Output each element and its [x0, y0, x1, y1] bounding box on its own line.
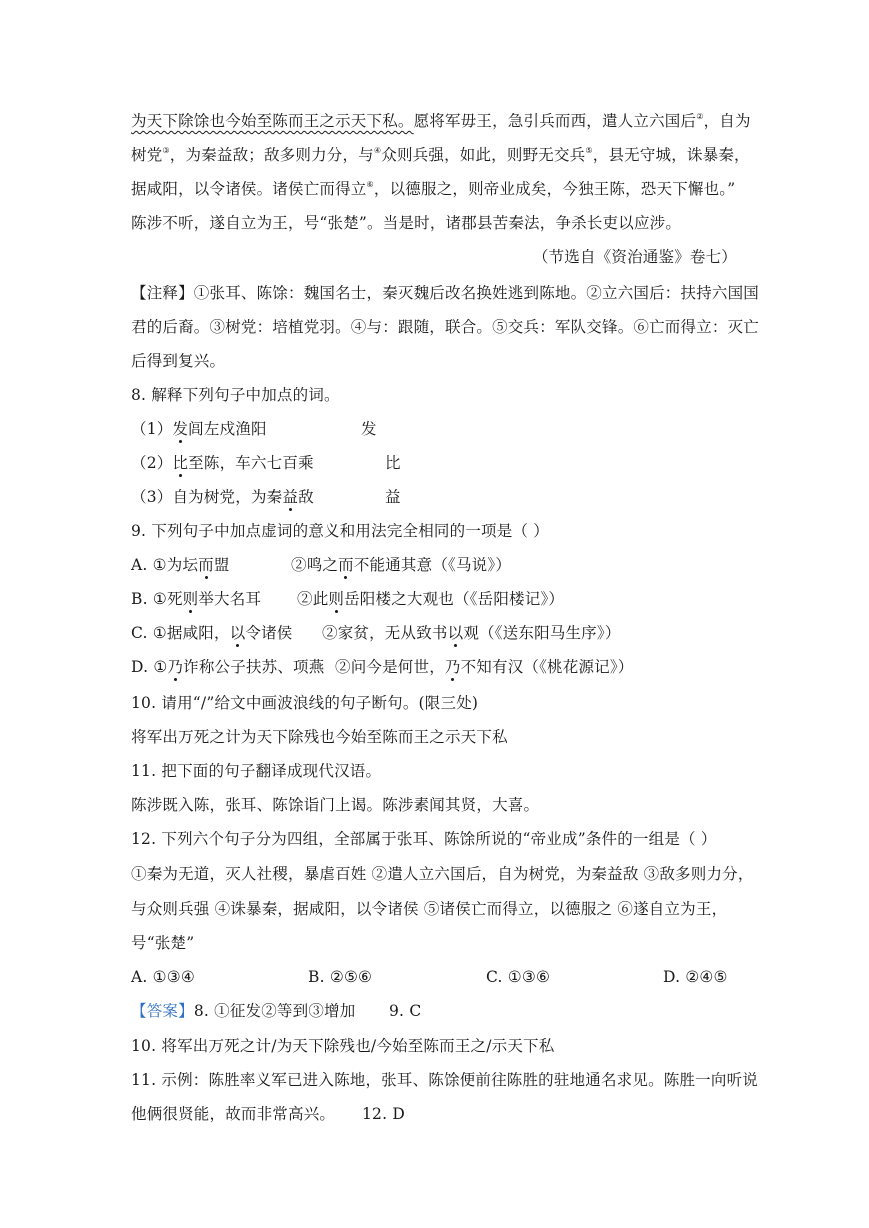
q8-word-3: 益 [385, 488, 401, 506]
dotted-word: 乃 [444, 658, 461, 676]
q9-option-a-s2: ②鸣之而不能通其意（《马说》） [291, 556, 512, 574]
footnote-mark: ③ [162, 146, 170, 155]
q9-option-b-s2: ②此则岳阳楼之大观也（《岳阳楼记》） [297, 590, 565, 608]
answer-line-4: 他俩很贤能，故而非常高兴。 [131, 1105, 336, 1123]
q9-option-c: C. ①据咸阳，以令诸侯 [131, 624, 293, 642]
q10-sentence: 将军出万死之计为天下除残也今始至陈而王之示天下私 [131, 728, 508, 746]
passage-line-2: 树党③，为秦益敌；敌多则力分，与④众则兵强，如此，则野无交兵⑤，县无守城，诛暴秦， [131, 146, 750, 164]
passage-source: （节选自《资治通鉴》卷七） [532, 248, 737, 266]
notes-line-2: 君的后裔。③树党：培植党羽。④与：跟随，联合。⑤交兵：军队交锋。⑥亡而得立：灭亡 [131, 318, 760, 336]
footnote-mark: ④ [373, 146, 382, 155]
dotted-word: 乃 [167, 658, 184, 676]
dotted-word: 以 [447, 624, 464, 642]
q8-item-1: （1）发闾左戍渔阳 [131, 420, 267, 438]
dotted-word: 益 [282, 488, 299, 506]
passage-line-1: 为天下除馀也今始至陈而王之示天下私。愿将军毋王，急引兵而西，遣人立六国后②，自为 [131, 112, 751, 130]
answer-tag: 【答案】 [131, 1002, 194, 1020]
q9-option-a: A. ①为坛而盟 [131, 556, 230, 574]
notes-line-1: 【注释】①张耳、陈馀：魏国名士，秦灭魏后改名换姓逃到陈地。②立六国后：扶持六国国 [131, 284, 760, 302]
answer-q12: 12. D [362, 1105, 406, 1123]
q12-stem: 12. 下列六个句子分为四组，全部属于张耳、陈馀所说的“帝业成”条件的一组是（ ） [131, 830, 717, 848]
answer-q9: 9. C [389, 1002, 422, 1020]
wavy-underlined-sentence: 为天下除馀也今始至陈而王之示天下私。 [131, 112, 414, 130]
q12-option-a: A. ①③④ [131, 968, 195, 986]
answer-line-2: 10. 将军出万死之计/为天下除残也/今始至陈而王之/示天下私 [131, 1037, 555, 1055]
q12-option-d: D. ②④⑤ [663, 968, 728, 986]
q9-stem: 9. 下列句子中加点虚词的意义和用法完全相同的一项是（ ） [131, 522, 549, 540]
footnote-mark: ⑥ [366, 180, 374, 189]
q9-option-d-s2: ②问今是何世，乃不知有汉（《桃花源记》） [335, 658, 634, 676]
q9-option-d: D. ①乃诈称公子扶苏、项燕 [131, 658, 325, 676]
q9-option-c-s2: ②家贫，无从致书以观（《送东阳马生序》） [322, 624, 621, 642]
dotted-word: 而 [338, 556, 354, 574]
q10-stem: 10. 请用“/”给文中画波浪线的句子断句。(限三处) [131, 694, 479, 712]
q12-line-2: 与众则兵强 ④诛暴秦，据咸阳，以令诸侯 ⑤诸侯亡而得立，以德服之 ⑥遂自立为王， [131, 900, 728, 918]
footnote-mark: ② [696, 112, 704, 121]
dotted-word: 则 [328, 590, 345, 608]
q11-stem: 11. 把下面的句子翻译成现代汉语。 [131, 762, 382, 780]
q12-option-c: C. ①③⑥ [486, 968, 551, 986]
dotted-word: 比 [172, 454, 189, 472]
footnote-mark: ⑤ [585, 146, 593, 155]
q8-item-2: （2）比至陈，车六七百乘 [131, 454, 314, 472]
dotted-word: 以 [229, 624, 246, 642]
q8-stem: 8. 解释下列句子中加点的词。 [131, 386, 340, 404]
dotted-word: 发 [172, 420, 189, 438]
answer-line-1: 【答案】8. ①征发②等到③增加 [131, 1002, 356, 1020]
q9-option-b: B. ①死则举大名耳 [131, 590, 262, 608]
notes-line-3: 后得到复兴。 [131, 352, 226, 370]
q12-option-b: B. ②⑤⑥ [308, 968, 373, 986]
q12-line-1: ①秦为无道，灭人社稷，暴虐百姓 ②遣人立六国后，自为树党，为秦益敌 ③敌多则力分， [131, 865, 754, 883]
q12-line-3: 号“张楚” [131, 934, 195, 952]
dotted-word: 而 [198, 556, 214, 574]
q8-word-1: 发 [361, 420, 377, 438]
passage-line-4: 陈涉不听，遂自立为王，号“张楚”。当是时，诸郡县苦秦法，争杀长吏以应涉。 [131, 214, 682, 232]
passage-line-3: 据咸阳，以令诸侯。诸侯亡而得立⑥，以德服之，则帝业成矣，今独王陈，恐天下懈也。” [131, 180, 736, 198]
q11-sentence: 陈涉既入陈，张耳、陈馀诣门上谒。陈涉素闻其贤，大喜。 [131, 796, 540, 814]
dotted-word: 则 [182, 590, 199, 608]
answer-line-3: 11. 示例：陈胜率义军已进入陈地，张耳、陈馀便前往陈胜的驻地通名求见。陈胜一向听说 [131, 1071, 758, 1089]
q8-item-3: （3）自为树党，为秦益敌 [131, 488, 314, 506]
q8-word-2: 比 [385, 454, 401, 472]
